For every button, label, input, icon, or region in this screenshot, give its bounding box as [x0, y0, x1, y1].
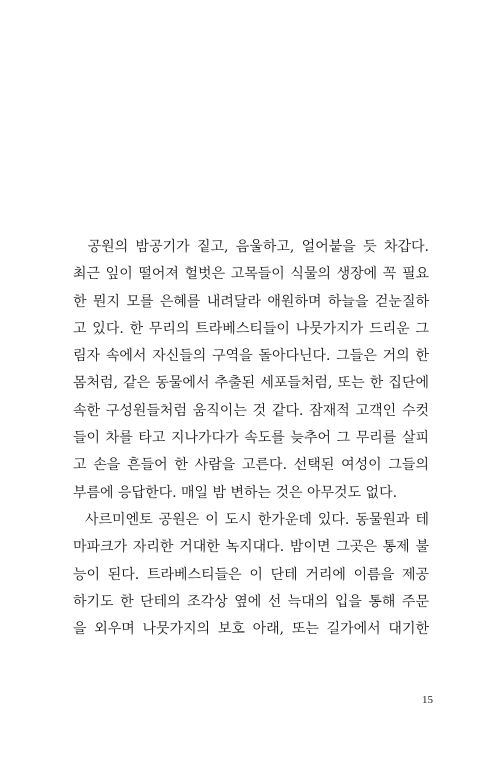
text-line: 몸처럼, 같은 동물에서 추출된 세포들처럼, 또는 한 집단에	[73, 375, 429, 392]
text-line: 고 손을 흔들어 한 사람을 고른다. 선택된 여성이 그들의	[73, 457, 429, 474]
text-line: 사르미엔토 공원은 이 도시 한가운데 있다. 동물원과 테	[73, 511, 429, 528]
text-line: 고 있다. 한 무리의 트라베스티들이 나뭇가지가 드리운 그	[73, 320, 429, 337]
text-line: 한 뭔지 모를 은혜를 내려달라 애원하며 하늘을 걷눈질하	[73, 293, 429, 310]
text-line: 속한 구성원들처럼 움직이는 것 같다. 잠재적 고객인 수컷	[73, 402, 429, 419]
text-line: 능이 된다. 트라베스티들은 이 단테 거리에 이름을 제공	[73, 566, 429, 583]
text-line: 을 외우며 나뭇가지의 보호 아래, 또는 길가에서 대기한	[73, 621, 429, 638]
text-line: 마파크가 자리한 거대한 녹지대다. 밤이면 그곳은 통제 불	[73, 539, 429, 556]
text-line: 공원의 밤공기가 짙고, 음울하고, 얼어붙을 듯 차갑다.	[73, 239, 429, 255]
page-number: 15	[422, 694, 433, 706]
body-text	[73, 234, 429, 643]
text-line: 들이 차를 타고 지나가다가 속도를 늦추어 그 무리를 살피	[73, 430, 429, 447]
text-line: 부름에 응답한다. 매일 밤 변하는 것은 아무것도 없다.	[73, 484, 398, 501]
text-line: 최근 잎이 떨어져 헐벗은 고목들이 식물의 생장에 꼭 필요	[73, 266, 429, 283]
text-line: 림자 속에서 자신들의 구역을 돌아다닌다. 그들은 거의 한	[73, 348, 429, 365]
text-line: 하기도 한 단테의 조각상 옆에 선 늑대의 입을 통해 주문	[73, 593, 429, 610]
